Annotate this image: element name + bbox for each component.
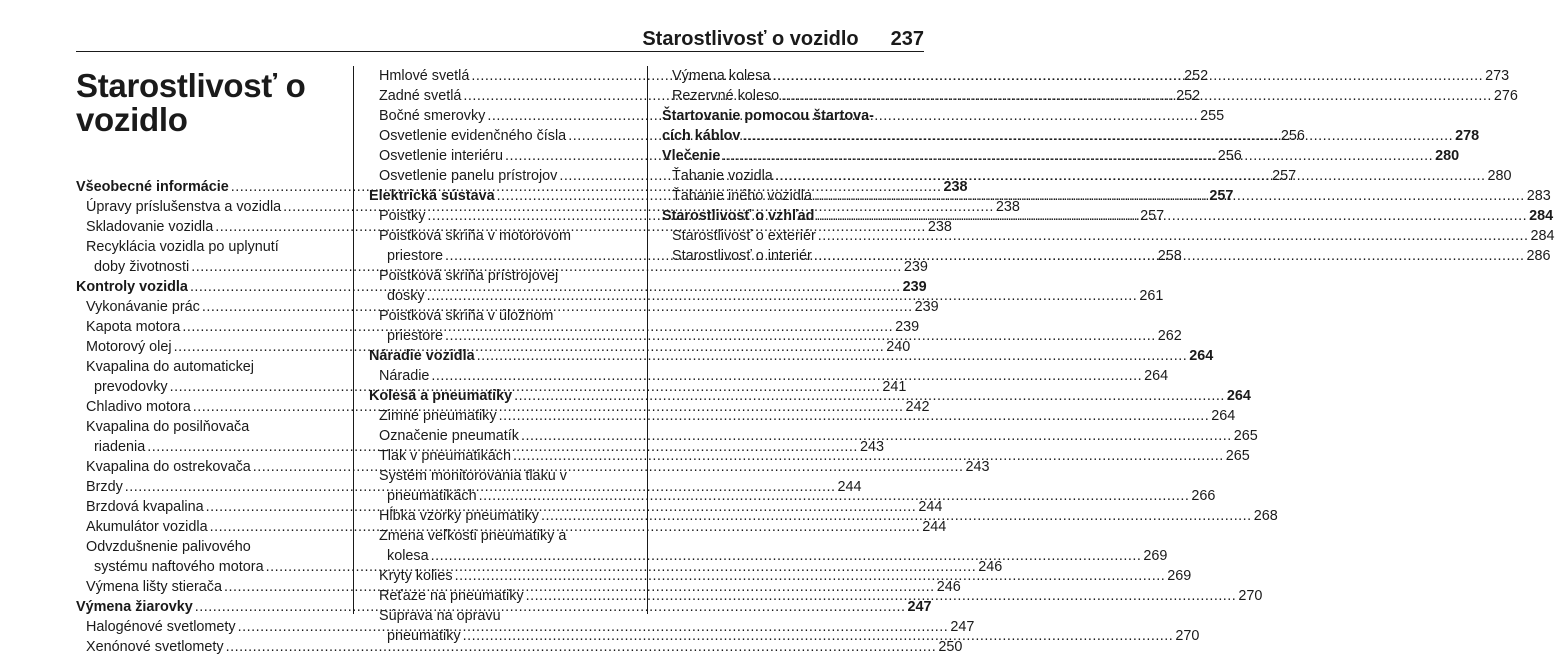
toc-entry-title: Brzdová kvapalina	[86, 499, 204, 515]
toc-entry-title-line-1: Kvapalina do automatickej	[86, 359, 254, 375]
toc-entry-title-line-1: Štartovanie pomocou štartova-	[662, 108, 874, 124]
toc-page-number: 239	[902, 279, 927, 295]
toc-entry-title: Skladovanie vozidla	[86, 219, 214, 235]
toc-page-number: 270	[1175, 628, 1200, 644]
toc-entry-title: pneumatiky	[387, 628, 461, 644]
toc-entry-title: Náradie	[379, 368, 430, 384]
toc-entry-title: priestore	[387, 248, 443, 264]
dot-leader	[499, 406, 1210, 426]
dot-leader	[427, 286, 1138, 306]
toc-entry-title: Tlak v pneumatikách	[379, 448, 511, 464]
toc-page-number: 244	[837, 479, 862, 495]
toc-entry-title: Ťahanie iného vozidla	[672, 188, 813, 204]
toc-page-number: 242	[905, 399, 930, 415]
toc-entry-title: Kapota motora	[86, 319, 181, 335]
toc-entry-title: Halogénové svetlomety	[86, 619, 236, 635]
toc-page-number: 257	[1140, 208, 1165, 224]
toc-entry-title-line-1: Poistková skriňa v motorovom	[379, 228, 571, 244]
toc-page-number: 250	[938, 639, 963, 655]
toc-page-number: 262	[1157, 328, 1182, 344]
toc-entry-title: Ťahanie vozidla	[672, 168, 773, 184]
toc-page-number: 265	[1233, 428, 1258, 444]
toc-page-number: 264	[1226, 388, 1251, 404]
toc-entry-line	[369, 366, 1169, 386]
toc-page-number: 266	[1191, 488, 1216, 504]
toc-page-number: 239	[914, 299, 939, 315]
toc-page-number: 238	[995, 199, 1020, 215]
toc-entry-title: Zimné pneumatiky	[379, 408, 497, 424]
toc-page-number: 246	[978, 559, 1003, 575]
dot-leader	[818, 226, 1529, 246]
toc-entry-title-line-1: Odvzdušnenie palivového	[86, 539, 251, 555]
toc-page-number: 246	[936, 579, 961, 595]
dot-leader	[816, 206, 1527, 226]
toc-page-number: 239	[895, 319, 920, 335]
dot-leader	[814, 186, 1525, 206]
toc-entry-title: Elektrická sústava	[369, 188, 495, 204]
toc-entry-title: Náradie vozidla	[369, 348, 475, 364]
toc-entry-title: Hĺbka vzorky pneumatiky	[379, 508, 539, 524]
dot-leader	[477, 346, 1188, 366]
toc-page-number: 269	[1143, 548, 1168, 564]
toc-entry-title: Úpravy príslušenstva a vozidla	[86, 199, 282, 215]
toc-page-number: 243	[965, 459, 990, 475]
toc-page-number: 265	[1225, 448, 1250, 464]
toc-page-number: 252	[1184, 68, 1209, 84]
dot-leader	[781, 86, 1492, 106]
page-number: 237	[890, 28, 924, 50]
toc-page-number: 244	[922, 519, 947, 535]
toc-page-number: 257	[1272, 168, 1297, 184]
toc-entry-title: Starostlivosť o interiér	[672, 248, 812, 264]
toc-page-number: 258	[1157, 248, 1182, 264]
toc-entry-title: Označenie pneumatík	[379, 428, 519, 444]
toc-page-number: 268	[1253, 508, 1278, 524]
dot-leader	[526, 586, 1237, 606]
toc-entry-title: priestore	[387, 328, 443, 344]
running-header-title: Starostlivosť o vozidlo	[642, 28, 859, 50]
toc-page-number: 264	[1189, 348, 1214, 364]
toc-entry-title: systému naftového motora	[94, 559, 264, 575]
toc-entry-title: Osvetlenie interiéru	[379, 148, 503, 164]
chapter-heading	[76, 69, 340, 137]
toc-entry[interactable]	[369, 366, 1169, 386]
toc-entry[interactable]	[76, 637, 963, 657]
toc-entry-title: Vlečenie	[662, 148, 721, 164]
toc-page-number: 252	[1176, 88, 1201, 104]
toc-entry-title: Osvetlenie panelu prístrojov	[379, 168, 558, 184]
running-header	[76, 26, 924, 52]
toc-entry-title: pneumatikách	[387, 488, 477, 504]
toc-page-number: 261	[1139, 288, 1164, 304]
toc-entry-line	[369, 426, 1258, 446]
toc-page-number: 284	[1530, 228, 1555, 244]
toc-page-number: 269	[1167, 568, 1192, 584]
toc-entry-title: Rezervné koleso	[672, 88, 780, 104]
toc-page-number: 280	[1487, 168, 1512, 184]
toc-page-number: 247	[950, 619, 975, 635]
dot-leader	[772, 66, 1483, 86]
toc-entry-title-line-1: Poistková skriňa v úložnom	[379, 308, 554, 324]
toc-entry-title: Reťaze na pneumatiky	[379, 588, 524, 604]
dot-leader	[514, 386, 1225, 406]
dot-leader	[431, 546, 1142, 566]
toc-entry-title-line-1: Recyklácia vozidla po uplynutí	[86, 239, 279, 255]
dot-leader	[513, 446, 1224, 466]
toc-entry-title: Kryty kolies	[379, 568, 453, 584]
toc-page-number: 283	[1526, 188, 1551, 204]
chapter-heading-line-1: Starostlivosť o	[76, 67, 306, 104]
toc-page-number: 241	[882, 379, 907, 395]
toc-entry-title: Kvapalina do ostrekovača	[86, 459, 251, 475]
toc-page-number: 264	[1144, 368, 1169, 384]
dot-leader	[775, 166, 1486, 186]
toc-entry-line	[76, 637, 963, 657]
toc-entry-title-line-1: Zmena veľkosti pneumatiky a	[379, 528, 567, 544]
dot-leader	[541, 506, 1252, 526]
dot-leader	[455, 566, 1166, 586]
toc-page-number: 284	[1529, 208, 1554, 224]
toc-page-number: 257	[1209, 188, 1234, 204]
toc-entry-title: Bočné smerovky	[379, 108, 486, 124]
toc-page-number: 278	[1455, 128, 1480, 144]
toc-page-number: 255	[1200, 108, 1225, 124]
toc-entry-title: prevodovky	[94, 379, 168, 395]
toc-entry-title: dosky	[387, 288, 425, 304]
toc-page-number: 273	[1485, 68, 1510, 84]
toc-entry-title-line-1: Súprava na opravu	[379, 608, 501, 624]
toc-entry-title: Kolesá a pneumatiky	[369, 388, 513, 404]
dot-leader	[431, 366, 1142, 386]
toc-entry-title-line-1: Systém monitorovania tlaku v	[379, 468, 567, 484]
toc-page-number: 244	[918, 499, 943, 515]
toc-entry-title: Kontroly vozidla	[76, 279, 188, 295]
toc-page-number: 256	[1217, 148, 1242, 164]
toc-entry-title: riadenia	[94, 439, 146, 455]
toc-page-number: 238	[943, 179, 968, 195]
chapter-heading-line-2: vozidlo	[76, 101, 188, 138]
dot-leader	[445, 326, 1156, 346]
toc-entry-title: Akumulátor vozidla	[86, 519, 208, 535]
toc-entry-title: cích káblov	[662, 128, 741, 144]
toc-page-number: 270	[1238, 588, 1263, 604]
toc-entry-title: Výmena lišty stierača	[86, 579, 222, 595]
toc-entry-title: Výmena kolesa	[672, 68, 771, 84]
toc-page-number: 243	[859, 439, 884, 455]
toc-entry-title: Vykonávanie prác	[86, 299, 200, 315]
toc-page-number: 238	[927, 219, 952, 235]
toc-page-number: 247	[907, 599, 932, 615]
toc-entry-title: Brzdy	[86, 479, 123, 495]
toc-entry-title: doby životnosti	[94, 259, 190, 275]
dot-leader	[521, 426, 1232, 446]
toc-entry-title: Poistky	[379, 208, 426, 224]
dot-leader	[479, 486, 1190, 506]
toc-entry-title: Všeobecné informácie	[76, 179, 229, 195]
toc-page-number: 276	[1493, 88, 1518, 104]
dot-leader	[814, 246, 1525, 266]
toc-entry-title: Osvetlenie evidenčného čísla	[379, 128, 567, 144]
dot-leader	[742, 126, 1453, 146]
toc-page-number: 264	[1211, 408, 1236, 424]
dot-leader	[463, 626, 1174, 646]
toc-entry[interactable]	[369, 426, 1258, 446]
toc-page-number: 240	[886, 339, 911, 355]
toc-entry-title-line-1: Poistková skriňa prístrojovej	[379, 268, 559, 284]
toc-entry-title: Starostlivosť o exteriér	[672, 228, 816, 244]
toc-entry-line	[369, 546, 1168, 566]
toc-entry-title: Výmena žiarovky	[76, 599, 193, 615]
toc-page-number: 286	[1526, 248, 1551, 264]
toc-entry-title: Zadné svetlá	[379, 88, 462, 104]
toc-entry-title-line-1: Kvapalina do posilňovača	[86, 419, 250, 435]
toc-entry-title: Xenónové svetlomety	[86, 639, 224, 655]
toc-entry-title: Motorový olej	[86, 339, 172, 355]
toc-entry-title: Starostlivosť o vzhľad	[662, 208, 815, 224]
toc-page-number: 280	[1435, 148, 1460, 164]
toc-page-number: 239	[903, 259, 928, 275]
toc-entry-title: kolesa	[387, 548, 429, 564]
dot-leader	[722, 146, 1433, 166]
toc-page-number: 256	[1280, 128, 1305, 144]
toc-entry-title: Hmlové svetlá	[379, 68, 470, 84]
toc-entry-title: Chladivo motora	[86, 399, 191, 415]
